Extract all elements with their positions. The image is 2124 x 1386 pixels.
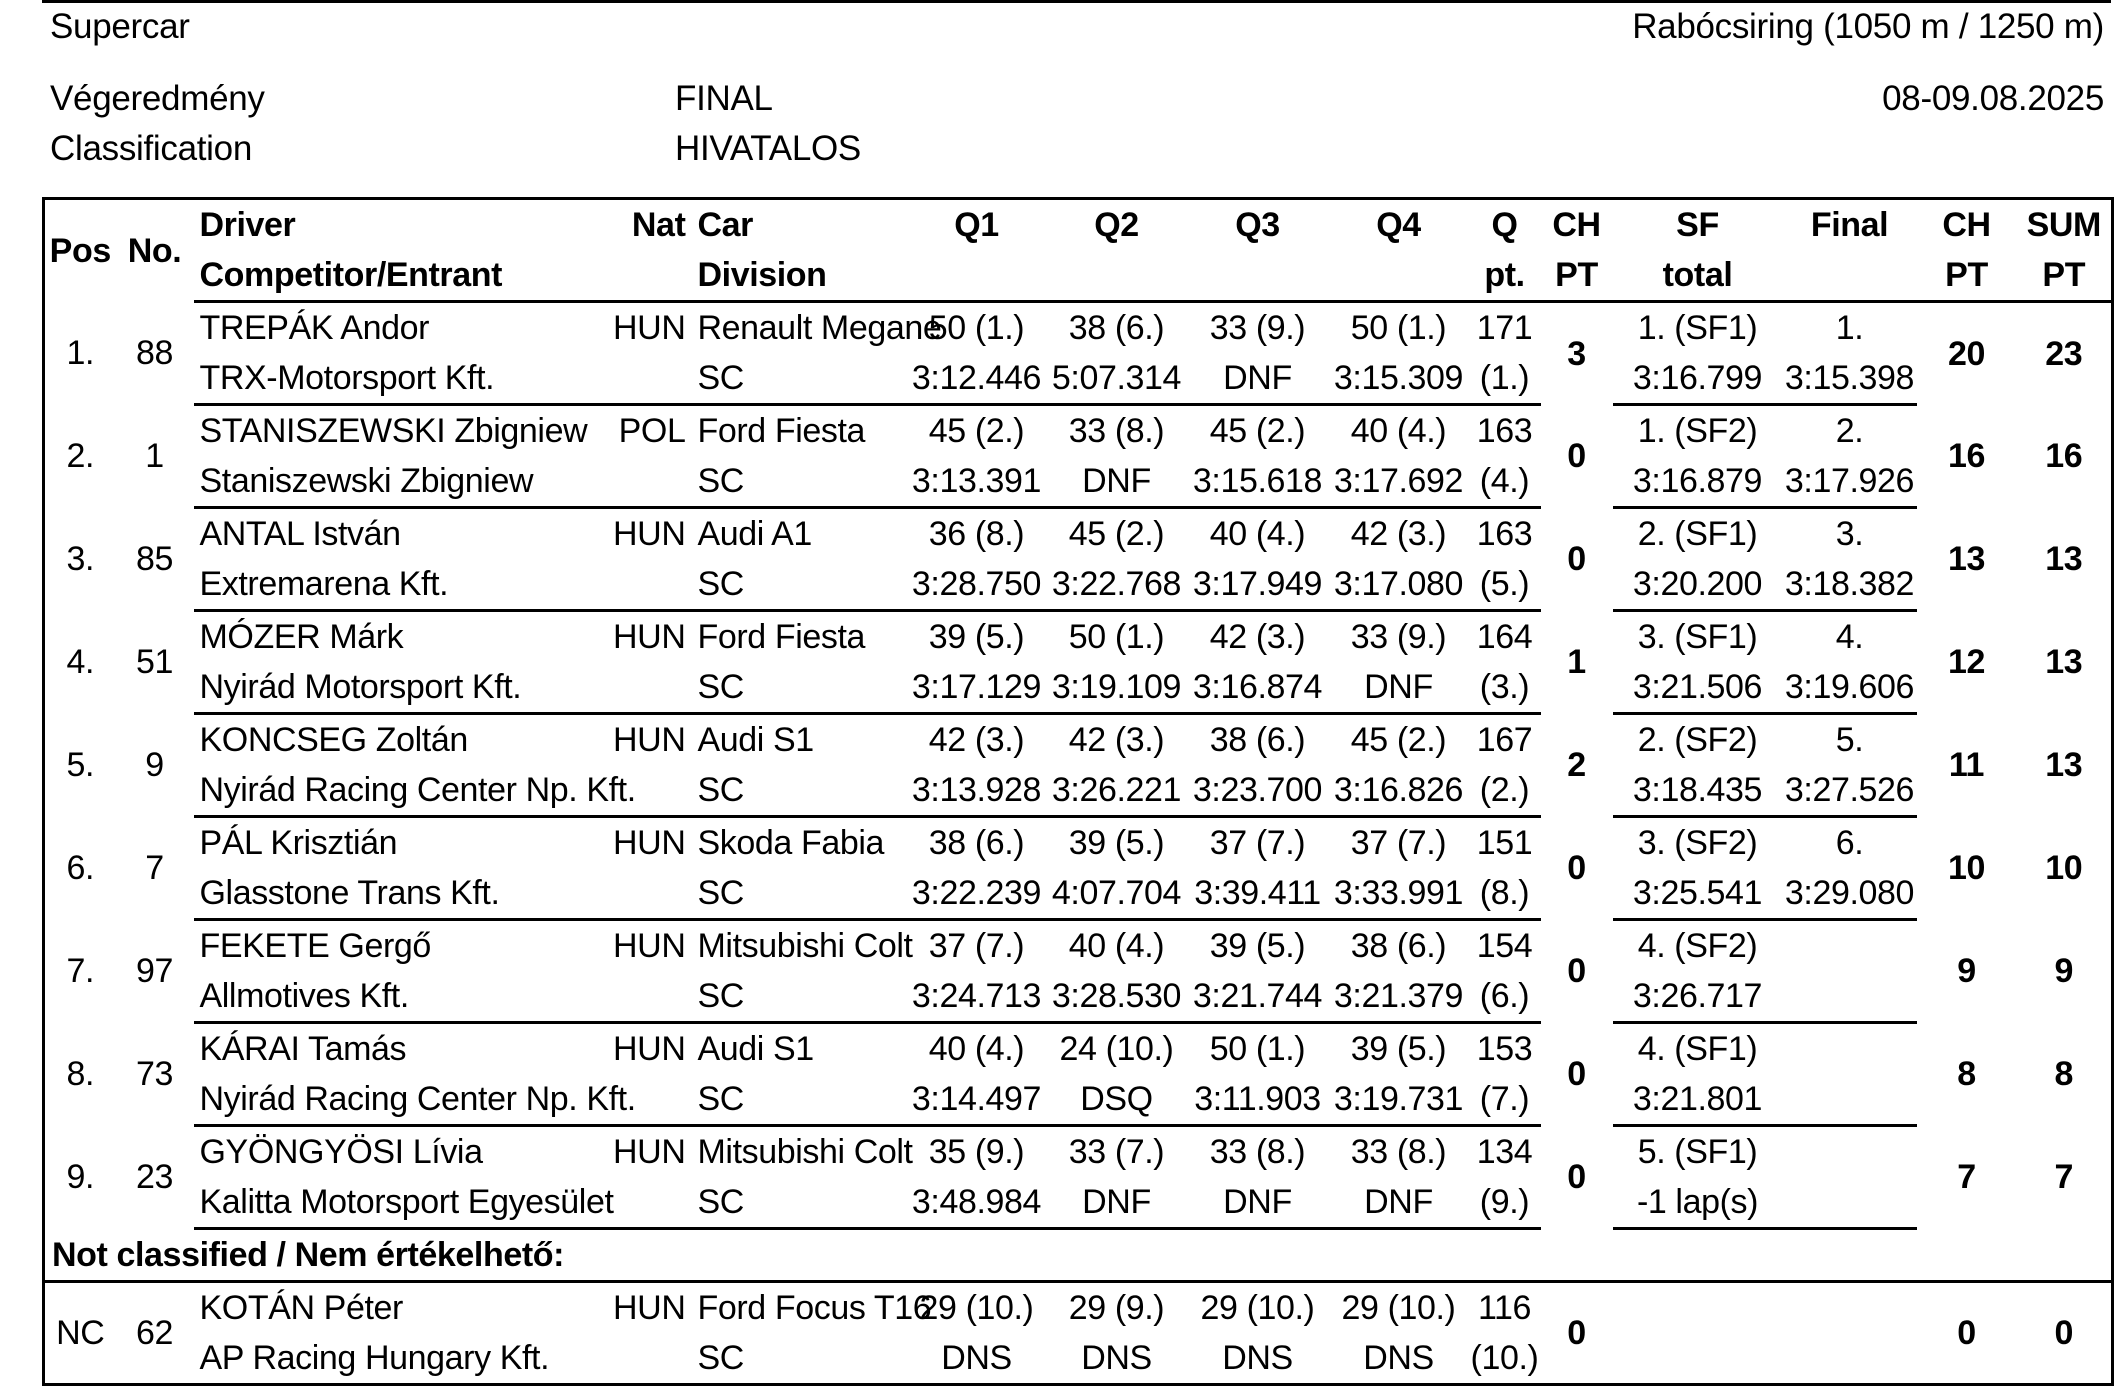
q4-time: 3:17.080 <box>1329 559 1469 611</box>
final-position: 1. <box>1835 309 1864 347</box>
car-number-cell: 7 <box>145 849 164 887</box>
q1-time: 3:17.129 <box>907 662 1047 714</box>
qualifying-points: 151 <box>1476 824 1533 862</box>
q3-time: 3:15.618 <box>1187 456 1329 508</box>
driver-name: KÁRAI Tamás <box>199 1030 407 1068</box>
competitor-name: Nyirád Motorsport Kft. <box>194 662 692 714</box>
ch-points-final: 9 <box>1957 952 1976 990</box>
q3-time: DNF <box>1187 1177 1329 1229</box>
semifinal-result: 3. (SF1) <box>1637 618 1758 656</box>
col-q1: Q1 <box>954 206 999 244</box>
q2-points: 33 (7.) <box>1068 1133 1165 1171</box>
col-chpt-1: CH <box>1552 206 1601 244</box>
q2-points: 50 (1.) <box>1068 618 1165 656</box>
ch-points-final: 10 <box>1947 849 1986 887</box>
q1-points: 29 (10.) <box>919 1289 1034 1327</box>
q4-points: 42 (3.) <box>1350 515 1447 553</box>
position-cell: 1. <box>66 334 95 372</box>
car-number-cell: 73 <box>135 1055 174 1093</box>
q4-time: DNS <box>1363 1339 1434 1377</box>
results-table <box>42 197 2114 1386</box>
semifinal-result: 3. (SF2) <box>1637 824 1758 862</box>
qualifying-rank: (8.) <box>1469 868 1541 920</box>
qualifying-rank: (5.) <box>1469 559 1541 611</box>
q2-points: 33 (8.) <box>1068 412 1165 450</box>
qualifying-rank: (3.) <box>1469 662 1541 714</box>
q3-time: DNS <box>1222 1339 1293 1377</box>
ch-points-qualifying: 2 <box>1567 746 1586 784</box>
semifinal-result: 5. (SF1) <box>1637 1133 1758 1171</box>
final-position: 5. <box>1835 721 1864 759</box>
col-q2: Q2 <box>1094 206 1139 244</box>
driver-name: KONCSEG Zoltán <box>199 721 468 759</box>
qualifying-points: 116 <box>1477 1289 1531 1327</box>
col-no: No. <box>127 231 182 270</box>
table-row <box>44 817 2113 869</box>
division: SC <box>692 456 907 508</box>
car-model: Audi A1 <box>697 515 812 553</box>
q3-points: 37 (7.) <box>1209 824 1306 862</box>
q1-points: 39 (5.) <box>928 618 1025 656</box>
final-position: 2. <box>1835 412 1864 450</box>
q3-points: 29 (10.) <box>1200 1289 1315 1327</box>
table-row <box>44 1023 2113 1075</box>
ch-points-qualifying: 0 <box>1567 1158 1586 1196</box>
semifinal-result: 4. (SF1) <box>1637 1030 1758 1068</box>
nationality: HUN <box>613 927 686 965</box>
q2-points: 40 (4.) <box>1068 927 1165 965</box>
nationality: HUN <box>613 1289 686 1327</box>
q2-points: 39 (5.) <box>1068 824 1165 862</box>
car-model: Renault Megane <box>697 309 942 347</box>
driver-name: ANTAL István <box>199 515 401 553</box>
q4-points: 33 (9.) <box>1350 618 1447 656</box>
q4-points: 38 (6.) <box>1350 927 1447 965</box>
competitor-name: Glasstone Trans Kft. <box>194 868 692 920</box>
position-cell: 3. <box>66 540 95 578</box>
ch-points-final: 0 <box>1957 1314 1976 1352</box>
semifinal-total: 3:21.506 <box>1613 662 1783 714</box>
driver-name: PÁL Krisztián <box>199 824 398 862</box>
nationality: HUN <box>613 721 686 759</box>
col-sum-2: PT <box>2017 250 2113 302</box>
division: SC <box>692 662 907 714</box>
sum-points: 13 <box>2045 643 2083 681</box>
q4-points: 29 (10.) <box>1341 1289 1456 1327</box>
semifinal-result: 1. (SF2) <box>1637 412 1758 450</box>
q3-points: 42 (3.) <box>1209 618 1306 656</box>
table-row <box>44 302 2113 354</box>
driver-name: FEKETE Gergő <box>199 927 431 965</box>
sum-points: 9 <box>2054 952 2073 990</box>
nationality: POL <box>618 412 686 450</box>
qualifying-points: 167 <box>1476 721 1533 759</box>
position-cell: 5. <box>66 746 95 784</box>
competitor-name: Nyirád Racing Center Np. Kft. <box>194 765 692 817</box>
q2-time: 3:28.530 <box>1047 971 1187 1023</box>
q4-time: DNF <box>1329 662 1469 714</box>
q2-time: 3:19.109 <box>1047 662 1187 714</box>
table-row-second-line <box>44 559 2113 611</box>
car-number-cell: 85 <box>135 540 174 578</box>
q1-time: 3:28.750 <box>907 559 1047 611</box>
table-row-second-line <box>44 868 2113 920</box>
col-car: Car <box>697 206 753 244</box>
q4-points: 40 (4.) <box>1350 412 1447 450</box>
col-qpt-1: Q <box>1491 206 1518 244</box>
ch-points-qualifying: 0 <box>1567 952 1586 990</box>
car-model: Ford Fiesta <box>697 618 866 656</box>
driver-name: TREPÁK Andor <box>199 309 430 347</box>
q3-points: 39 (5.) <box>1209 927 1306 965</box>
status-hu: HIVATALOS <box>675 129 861 168</box>
competitor-name: AP Racing Hungary Kft. <box>199 1339 550 1377</box>
final-position <box>1783 1126 1917 1178</box>
q2-points: 45 (2.) <box>1068 515 1165 553</box>
table-row <box>44 1282 2113 1334</box>
q1-time: 3:12.446 <box>907 353 1047 405</box>
sum-points: 7 <box>2054 1158 2073 1196</box>
semifinal-total: 3:16.799 <box>1613 353 1783 405</box>
ch-points-final: 7 <box>1957 1158 1976 1196</box>
position-cell: 9. <box>66 1158 95 1196</box>
q3-time: 3:23.700 <box>1187 765 1329 817</box>
driver-name: MÓZER Márk <box>199 618 404 656</box>
ch-points-qualifying: 0 <box>1567 1314 1586 1352</box>
competitor-name: TRX-Motorsport Kft. <box>194 353 692 405</box>
car-number-cell: 97 <box>135 952 174 990</box>
q1-points: 35 (9.) <box>928 1133 1025 1171</box>
driver-name: KOTÁN Péter <box>199 1289 403 1327</box>
q4-points: 37 (7.) <box>1350 824 1447 862</box>
car-model: Skoda Fabia <box>697 824 885 862</box>
top-rule <box>42 0 2111 3</box>
table-row-second-line <box>44 456 2113 508</box>
q3-points: 50 (1.) <box>1209 1030 1306 1068</box>
ch-points-final: 8 <box>1957 1055 1976 1093</box>
semifinal-total: 3:16.879 <box>1613 456 1783 508</box>
table-row-second-line <box>44 765 2113 817</box>
q3-time: 3:39.411 <box>1187 868 1329 920</box>
car-model: Mitsubishi Colt <box>697 1133 913 1171</box>
q2-points: 38 (6.) <box>1068 309 1165 347</box>
qualifying-rank: (10.) <box>1470 1339 1539 1377</box>
q4-points: 45 (2.) <box>1350 721 1447 759</box>
col-sf-1: SF <box>1676 206 1719 244</box>
event-date: 08-09.08.2025 <box>1882 79 2104 118</box>
nationality: HUN <box>613 309 686 347</box>
q1-points: 37 (7.) <box>928 927 1025 965</box>
qualifying-rank: (7.) <box>1469 1074 1541 1126</box>
q2-time: DSQ <box>1047 1074 1187 1126</box>
q1-time: 3:13.391 <box>907 456 1047 508</box>
position-cell: 4. <box>66 643 95 681</box>
final-time <box>1783 1074 1917 1126</box>
car-model: Audi S1 <box>697 721 814 759</box>
semifinal-total: 3:20.200 <box>1613 559 1783 611</box>
qualifying-rank: (9.) <box>1469 1177 1541 1229</box>
q3-points: 33 (8.) <box>1209 1133 1306 1171</box>
q2-points: 24 (10.) <box>1059 1030 1174 1068</box>
col-qpt-2: pt. <box>1469 250 1541 302</box>
division: SC <box>692 765 907 817</box>
qualifying-rank: (4.) <box>1469 456 1541 508</box>
col-sf-2: total <box>1613 250 1783 302</box>
semifinal-result: 2. (SF1) <box>1637 515 1758 553</box>
q2-time: 3:26.221 <box>1047 765 1187 817</box>
q1-time: 3:22.239 <box>907 868 1047 920</box>
col-final: Final <box>1810 206 1889 244</box>
ch-points-qualifying: 0 <box>1567 437 1586 475</box>
division: SC <box>692 559 907 611</box>
nationality: HUN <box>613 1030 686 1068</box>
division: SC <box>692 353 907 405</box>
q4-points: 39 (5.) <box>1350 1030 1447 1068</box>
final-time: 3:29.080 <box>1783 868 1917 920</box>
table-row-second-line <box>44 971 2113 1023</box>
ch-points-qualifying: 1 <box>1567 643 1586 681</box>
q4-points: 50 (1.) <box>1350 309 1447 347</box>
qualifying-points: 134 <box>1476 1133 1533 1171</box>
semifinal-result: 2. (SF2) <box>1637 721 1758 759</box>
col-driver: Driver <box>199 206 296 244</box>
q2-time: 3:22.768 <box>1047 559 1187 611</box>
nationality: HUN <box>613 1133 686 1171</box>
final-time: 3:27.526 <box>1783 765 1917 817</box>
competitor-name: Nyirád Racing Center Np. Kft. <box>194 1074 692 1126</box>
semifinal-total: 3:26.717 <box>1613 971 1783 1023</box>
table-row <box>44 405 2113 457</box>
q4-time: 3:16.826 <box>1329 765 1469 817</box>
final-position <box>1783 920 1917 972</box>
col-nat: Nat <box>631 206 686 244</box>
sum-points: 8 <box>2054 1055 2073 1093</box>
q1-points: 36 (8.) <box>928 515 1025 553</box>
header-row-1 <box>44 199 2113 251</box>
qualifying-points: 163 <box>1476 515 1533 553</box>
table-row-second-line <box>44 1074 2113 1126</box>
final-time <box>1783 971 1917 1023</box>
q4-time: 3:21.379 <box>1329 971 1469 1023</box>
q1-points: 50 (1.) <box>928 309 1025 347</box>
car-model: Ford Focus T16 <box>697 1289 932 1327</box>
competitor-name: Staniszewski Zbigniew <box>194 456 692 508</box>
semifinal-total: 3:21.801 <box>1613 1074 1783 1126</box>
qualifying-points: 171 <box>1476 309 1533 347</box>
car-number-cell: 23 <box>135 1158 174 1196</box>
sum-points: 16 <box>2045 437 2083 475</box>
qualifying-rank: (6.) <box>1469 971 1541 1023</box>
q4-time: 3:33.991 <box>1329 868 1469 920</box>
header-row-2 <box>44 250 2113 302</box>
position-cell: NC <box>56 1314 105 1352</box>
car-number-cell: 1 <box>145 437 164 475</box>
q1-time: 3:14.497 <box>907 1074 1047 1126</box>
q3-time: 3:16.874 <box>1187 662 1329 714</box>
table-row <box>44 611 2113 663</box>
ch-points-final: 12 <box>1947 643 1986 681</box>
table-row <box>44 920 2113 972</box>
q4-time: 3:15.309 <box>1329 353 1469 405</box>
nationality: HUN <box>613 824 686 862</box>
q4-time: 3:17.692 <box>1329 456 1469 508</box>
table-row <box>44 714 2113 766</box>
final-time <box>1783 1177 1917 1229</box>
col-q3: Q3 <box>1235 206 1280 244</box>
division: SC <box>692 1074 907 1126</box>
final-position: 6. <box>1835 824 1864 862</box>
car-number-cell: 51 <box>135 643 174 681</box>
semifinal-total: 3:25.541 <box>1613 868 1783 920</box>
semifinal-total: 3:18.435 <box>1613 765 1783 817</box>
venue: Rabócsiring (1050 m / 1250 m) <box>1632 7 2104 46</box>
final-position: 4. <box>1835 618 1864 656</box>
sum-points: 13 <box>2045 540 2083 578</box>
position-cell: 2. <box>66 437 95 475</box>
ch-points-final: 20 <box>1947 334 1986 373</box>
qualifying-points: 154 <box>1476 927 1533 965</box>
col-division: Division <box>692 250 907 302</box>
semifinal-result: 4. (SF2) <box>1637 927 1758 965</box>
final-position: 3. <box>1835 515 1864 553</box>
car-model: Ford Fiesta <box>697 412 866 450</box>
semifinal-total: -1 lap(s) <box>1613 1177 1783 1229</box>
qualifying-points: 153 <box>1476 1030 1533 1068</box>
nationality: HUN <box>613 618 686 656</box>
driver-name: STANISZEWSKI Zbigniew <box>199 412 588 450</box>
q3-points: 33 (9.) <box>1209 309 1306 347</box>
col-q4: Q4 <box>1376 206 1421 244</box>
final-position <box>1783 1282 1917 1334</box>
table-row <box>44 508 2113 560</box>
q4-time: 3:19.731 <box>1329 1074 1469 1126</box>
sum-points: 0 <box>2054 1314 2073 1352</box>
q3-time: DNF <box>1187 353 1329 405</box>
col-pos: Pos <box>49 231 111 270</box>
car-model: Audi S1 <box>697 1030 814 1068</box>
qualifying-points: 163 <box>1476 412 1533 450</box>
col-chpt2-2: PT <box>1917 250 2017 302</box>
division: SC <box>692 1177 907 1229</box>
ch-points-final: 16 <box>1947 437 1986 475</box>
final-time <box>1783 1333 1917 1385</box>
final-position <box>1783 1023 1917 1075</box>
nationality: HUN <box>613 515 686 553</box>
ch-points-final: 13 <box>1947 540 1986 578</box>
sum-points: 13 <box>2045 746 2083 784</box>
car-number-cell: 9 <box>145 746 164 784</box>
final-time: 3:19.606 <box>1783 662 1917 714</box>
car-number-cell: 88 <box>135 334 174 372</box>
table-row <box>44 1126 2113 1178</box>
q2-points: 42 (3.) <box>1068 721 1165 759</box>
q1-points: 38 (6.) <box>928 824 1025 862</box>
q3-points: 38 (6.) <box>1209 721 1306 759</box>
q1-points: 40 (4.) <box>928 1030 1025 1068</box>
status-en: FINAL <box>675 79 773 118</box>
driver-name: GYÖNGYÖSI Lívia <box>199 1133 483 1171</box>
col-competitor: Competitor/Entrant <box>194 250 692 302</box>
q1-points: 45 (2.) <box>928 412 1025 450</box>
division: SC <box>692 971 907 1023</box>
qualifying-rank: (2.) <box>1469 765 1541 817</box>
col-chpt-2: PT <box>1541 250 1613 302</box>
qualifying-points: 164 <box>1476 618 1533 656</box>
title-hu: Végeredmény <box>50 79 265 118</box>
table-row-second-line <box>44 662 2113 714</box>
qualifying-rank: (1.) <box>1469 353 1541 405</box>
q2-points: 29 (9.) <box>1068 1289 1165 1327</box>
division: SC <box>692 868 907 920</box>
position-cell: 7. <box>66 952 95 990</box>
sum-points: 23 <box>2045 334 2083 373</box>
q2-time: 5:07.314 <box>1047 353 1187 405</box>
q1-time: 3:13.928 <box>907 765 1047 817</box>
col-chpt2-1: CH <box>1942 206 1991 244</box>
q2-time: DNS <box>1081 1339 1152 1377</box>
final-time: 3:15.398 <box>1783 353 1917 405</box>
division: SC <box>697 1339 744 1377</box>
q2-time: DNF <box>1047 456 1187 508</box>
final-time: 3:18.382 <box>1783 559 1917 611</box>
q2-time: DNF <box>1047 1177 1187 1229</box>
q1-time: 3:24.713 <box>907 971 1047 1023</box>
q3-points: 45 (2.) <box>1209 412 1306 450</box>
ch-points-final: 11 <box>1948 746 1985 784</box>
q1-time: DNS <box>941 1339 1012 1377</box>
position-cell: 8. <box>66 1055 95 1093</box>
q3-time: 3:11.903 <box>1187 1074 1329 1126</box>
series-name: Supercar <box>50 7 190 46</box>
semifinal-total <box>1613 1333 1783 1385</box>
table-row-second-line <box>44 353 2113 405</box>
ch-points-qualifying: 0 <box>1567 1055 1586 1093</box>
q4-points: 33 (8.) <box>1350 1133 1447 1171</box>
car-model: Mitsubishi Colt <box>697 927 913 965</box>
sum-points: 10 <box>2045 849 2083 887</box>
final-time: 3:17.926 <box>1783 456 1917 508</box>
q3-time: 3:21.744 <box>1187 971 1329 1023</box>
semifinal-result: 1. (SF1) <box>1637 309 1758 347</box>
q1-time: 3:48.984 <box>907 1177 1047 1229</box>
q3-time: 3:17.949 <box>1187 559 1329 611</box>
q4-time: DNF <box>1329 1177 1469 1229</box>
q1-points: 42 (3.) <box>928 721 1025 759</box>
competitor-name: Kalitta Motorsport Egyesület <box>194 1177 692 1229</box>
ch-points-qualifying: 0 <box>1567 540 1586 578</box>
ch-points-qualifying: 3 <box>1567 334 1586 373</box>
q3-points: 40 (4.) <box>1209 515 1306 553</box>
col-sum-1: SUM <box>2026 206 2101 244</box>
q2-time: 4:07.704 <box>1047 868 1187 920</box>
table-row-second-line <box>44 1333 2113 1385</box>
ch-points-qualifying: 0 <box>1567 849 1586 887</box>
competitor-name: Allmotives Kft. <box>194 971 692 1023</box>
car-number-cell: 62 <box>135 1314 174 1352</box>
position-cell: 6. <box>66 849 95 887</box>
table-row-second-line <box>44 1177 2113 1229</box>
not-classified-row <box>44 1229 2113 1282</box>
semifinal-result <box>1613 1282 1783 1334</box>
competitor-name: Extremarena Kft. <box>194 559 692 611</box>
not-classified-label: Not classified / Nem értékelhető: <box>44 1229 2113 1282</box>
title-en: Classification <box>50 129 252 168</box>
